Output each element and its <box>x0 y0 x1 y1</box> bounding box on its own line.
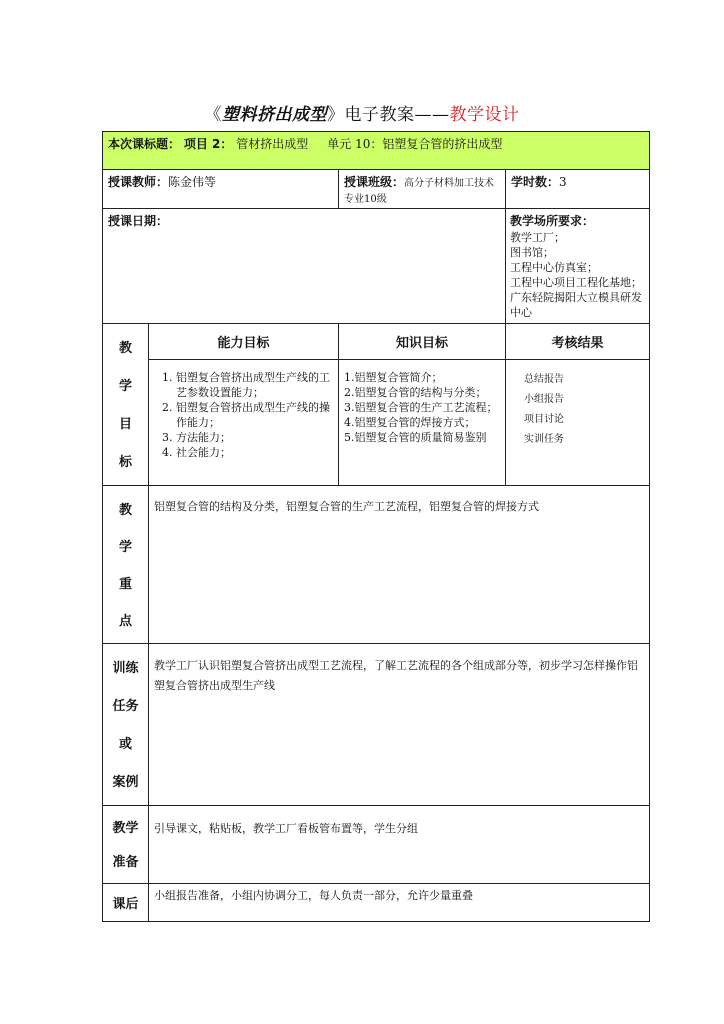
site-label: 教学场所要求： <box>510 214 595 228</box>
teacher-row <box>103 170 650 209</box>
list-item: 2.铝塑复合管的结构与分类； <box>344 385 487 399</box>
keypoints-text: 铝塑复合管的结构及分类，铝塑复合管的生产工艺流程，铝塑复合管的焊接方式 <box>149 486 650 644</box>
lesson-title-label: 本次课标题： <box>108 137 181 151</box>
list-item: 1. 铝塑复合管挤出成型生产线的工艺参数设置能力； <box>176 370 333 400</box>
title-open: 《 <box>204 105 222 125</box>
prep-side-label: 教学 准备 <box>103 806 149 884</box>
title-highlight: 教学设计 <box>449 105 520 125</box>
keypoints-row <box>103 486 650 644</box>
list-item: 实训任务 <box>524 433 564 445</box>
list-item: 2. 铝塑复合管挤出成型生产线的操作能力； <box>176 400 333 430</box>
list-item: 1.铝塑复合管简介； <box>344 370 443 384</box>
course-name: 塑料挤出成型 <box>222 105 327 125</box>
knowledge-cell <box>339 359 506 485</box>
list-item: 5.铝塑复合管的质量简易鉴别 <box>344 430 487 444</box>
list-item: 3.铝塑复合管的生产工艺流程； <box>344 400 498 414</box>
assessment-cell <box>506 359 650 485</box>
title-middle: 》电子教案—— <box>327 105 450 125</box>
hours-cell <box>506 170 650 209</box>
lesson-plan-table <box>102 131 650 922</box>
unit-name: 单元 10：铝塑复合管的挤出成型 <box>327 137 503 151</box>
date-row <box>103 209 650 324</box>
keypoints-side-label: 教 学 重 点 <box>103 486 149 644</box>
site-cell <box>506 209 650 324</box>
document-title <box>0 100 724 125</box>
date-cell <box>103 209 506 324</box>
objectives-head-row <box>103 324 650 360</box>
class-label: 授课班级： <box>344 175 405 189</box>
training-side-label: 训练 任务 或 案例 <box>103 644 149 806</box>
teacher-cell <box>103 170 339 209</box>
list-item: 项目讨论 <box>524 413 564 425</box>
training-text: 教学工厂认识铝塑复合管挤出成型工艺流程，了解工艺流程的各个组成部分等，初步学习怎样操作铝塑复合管挤出成型生产线 <box>149 644 650 806</box>
after-side-label: 课后 <box>103 884 149 922</box>
lesson-title-row <box>103 132 650 170</box>
training-row <box>103 644 650 806</box>
site-item: 工程中心仿真室； <box>510 261 598 274</box>
hours-label: 学时数： <box>511 175 560 189</box>
hours-value: 3 <box>559 175 567 189</box>
site-item: 广东轻院揭阳大立模具研发中心 <box>510 291 642 319</box>
assessment-header: 考核结果 <box>506 324 650 360</box>
site-item: 工程中心项目工程化基地； <box>510 276 642 289</box>
class-cell <box>339 170 506 209</box>
ability-cell <box>149 359 339 485</box>
teacher-name: 陈金伟等 <box>168 175 217 189</box>
objectives-body-row <box>103 359 650 485</box>
ability-header: 能力目标 <box>149 324 339 360</box>
list-item: 3. 方法能力； <box>176 430 333 445</box>
class-name: 高分子材料加工技术专业10级 <box>344 178 495 205</box>
teacher-label: 授课教师： <box>108 175 169 189</box>
after-text: 小组报告准备，小组内协调分工，每人负责一部分，允许少量重叠 <box>149 884 650 922</box>
prep-text: 引导课文，粘贴板，教学工厂看板管布置等，学生分组 <box>149 806 650 884</box>
project-label: 项目 2： <box>183 137 233 151</box>
date-label: 授课日期： <box>108 214 169 228</box>
after-class-row <box>103 884 650 922</box>
objectives-side-label: 教 学 目 标 <box>103 324 149 486</box>
list-item: 总结报告 <box>524 373 564 385</box>
site-item: 图书馆； <box>510 246 554 259</box>
list-item: 小组报告 <box>524 393 564 405</box>
lesson-title-cell <box>103 132 650 170</box>
knowledge-header: 知识目标 <box>339 324 506 360</box>
site-item: 教学工厂； <box>510 231 565 244</box>
list-item: 4.铝塑复合管的焊接方式； <box>344 415 476 429</box>
prep-row <box>103 806 650 884</box>
project-name: 管材挤出成型 <box>236 137 309 151</box>
ability-list <box>154 370 333 460</box>
list-item: 4. 社会能力； <box>176 445 333 460</box>
